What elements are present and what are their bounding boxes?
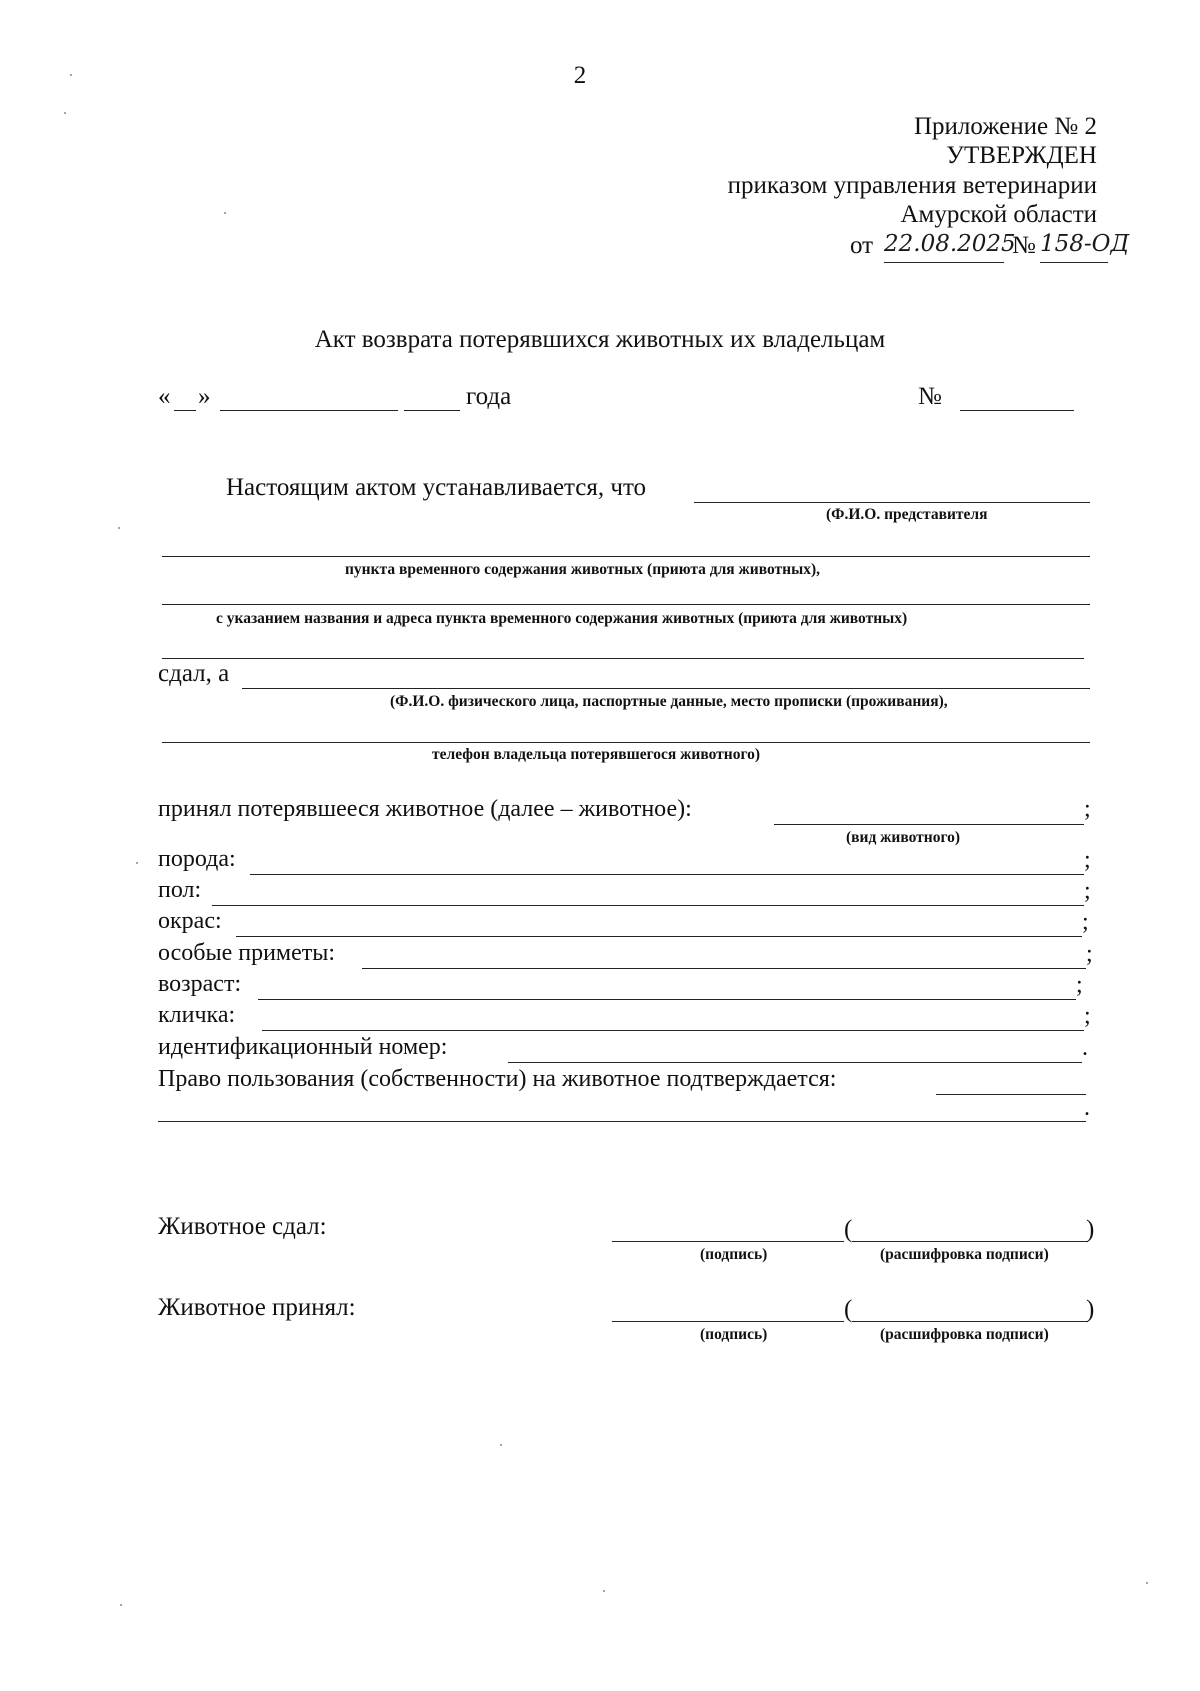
quote-open: « — [158, 383, 171, 410]
year-word: года — [466, 383, 512, 410]
act-number-sign: № — [918, 383, 942, 410]
act-number-line[interactable] — [960, 410, 1074, 411]
handed-decipher-caption: (расшифровка подписи) — [880, 1246, 1049, 1263]
region-label: Амурской области — [900, 201, 1097, 228]
ownership-label: Право пользования (собственности) на животное подтверждается: — [158, 1066, 837, 1092]
breed-label: порода: — [158, 846, 236, 872]
sex-line[interactable] — [212, 905, 1084, 906]
representative-caption: (Ф.И.О. представителя — [826, 506, 988, 523]
nickname-label: кличка: — [158, 1002, 236, 1028]
handed-label: Животное сдал: — [158, 1213, 327, 1240]
order-date-handwritten: 22.08.2025 — [884, 231, 1016, 257]
handed-decipher-line[interactable] — [852, 1241, 1088, 1242]
breed-semicolon: ; — [1084, 847, 1091, 873]
handed-signature-caption: (подпись) — [700, 1246, 768, 1263]
id-number-period: . — [1082, 1035, 1088, 1061]
ownership-line-2[interactable] — [158, 1121, 1086, 1122]
number-prefix: № — [1012, 232, 1036, 259]
date-prefix: от — [850, 232, 874, 259]
age-semicolon: ; — [1076, 972, 1083, 998]
age-label: возраст: — [158, 971, 242, 997]
year-line[interactable] — [404, 410, 460, 411]
scan-speck — [603, 1590, 605, 1592]
accepted-semicolon: ; — [1084, 796, 1091, 822]
color-label: окрас: — [158, 908, 222, 934]
shelter-address-caption: с указанием названия и адреса пункта временного содержания животных (приюта для животных) — [216, 610, 908, 627]
order-number-handwritten: 158-ОД — [1040, 231, 1130, 257]
received-signature-caption: (подпись) — [700, 1326, 768, 1343]
id-number-line[interactable] — [508, 1062, 1082, 1063]
representative-name-line[interactable] — [694, 502, 1090, 503]
nickname-semicolon: ; — [1084, 1003, 1091, 1029]
breed-line[interactable] — [250, 874, 1084, 875]
scan-speck — [500, 1444, 502, 1446]
received-label: Животное принял: — [158, 1294, 356, 1321]
intro-text: Настоящим актом устанавливается, что — [226, 474, 647, 501]
scan-speck — [136, 862, 138, 864]
nickname-line[interactable] — [262, 1030, 1084, 1031]
shelter-line-3[interactable] — [162, 658, 1084, 659]
shelter-line-1[interactable] — [162, 556, 1090, 557]
received-decipher-line[interactable] — [852, 1321, 1088, 1322]
scan-speck — [1146, 1582, 1148, 1584]
handed-paren-close: ) — [1086, 1216, 1095, 1243]
ownership-line-1[interactable] — [936, 1094, 1086, 1095]
handed-signature-line[interactable] — [612, 1241, 844, 1242]
color-semicolon: ; — [1082, 909, 1089, 935]
ownership-period: . — [1084, 1095, 1090, 1121]
id-number-label: идентификационный номер: — [158, 1034, 448, 1060]
shelter-caption: пункта временного содержания животных (приюта для животных), — [345, 561, 820, 578]
document-title: Акт возврата потерявшихся животных их владельцам — [314, 326, 886, 353]
owner-line-2[interactable] — [162, 742, 1090, 743]
owner-phone-caption: телефон владельца потерявшегося животного) — [432, 746, 761, 763]
sex-semicolon: ; — [1084, 878, 1091, 904]
day-line[interactable] — [174, 410, 196, 411]
owner-caption: (Ф.И.О. физического лица, паспортные данные, место прописки (проживания), — [390, 693, 948, 710]
page-number: 2 — [573, 62, 587, 89]
scan-speck — [120, 1604, 122, 1606]
scan-speck — [70, 74, 72, 76]
received-paren-close: ) — [1086, 1296, 1095, 1323]
received-decipher-caption: (расшифровка подписи) — [880, 1326, 1049, 1343]
marks-line[interactable] — [362, 968, 1086, 969]
order-label: приказом управления ветеринарии — [727, 172, 1097, 199]
marks-semicolon: ; — [1086, 941, 1093, 967]
sex-label: пол: — [158, 877, 202, 903]
handover-text: сдал, а — [158, 660, 230, 687]
quote-close: » — [198, 383, 211, 410]
animal-type-line[interactable] — [774, 824, 1084, 825]
marks-label: особые приметы: — [158, 940, 336, 966]
month-line[interactable] — [220, 410, 398, 411]
order-number-line — [1040, 262, 1108, 263]
order-date-line — [884, 262, 1004, 263]
appendix-label: Приложение № 2 — [913, 113, 1097, 140]
color-line[interactable] — [236, 936, 1082, 937]
approved-label: УТВЕРЖДЕН — [946, 142, 1097, 169]
age-line[interactable] — [258, 999, 1076, 1000]
handed-paren-open: ( — [844, 1216, 853, 1243]
scan-speck — [64, 112, 66, 114]
owner-line-1[interactable] — [242, 688, 1090, 689]
scan-speck — [118, 527, 120, 529]
scan-speck — [224, 212, 226, 214]
shelter-line-2[interactable] — [162, 604, 1090, 605]
received-paren-open: ( — [844, 1296, 853, 1323]
animal-type-caption: (вид животного) — [846, 829, 961, 846]
received-signature-line[interactable] — [612, 1321, 844, 1322]
accepted-label: принял потерявшееся животное (далее – животное): — [158, 796, 692, 822]
